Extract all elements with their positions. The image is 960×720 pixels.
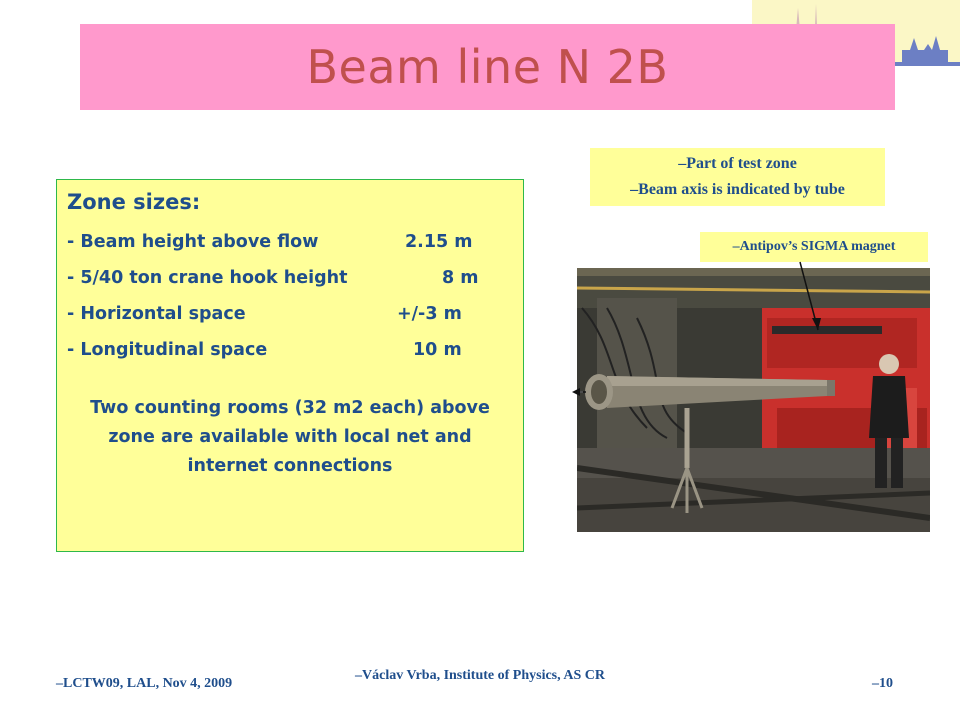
beam-axis-line: –Beam axis is indicated by tube — [630, 181, 845, 198]
slide-title: Beam line N 2B — [306, 40, 669, 94]
footer-author: –Václav Vrba, Institute of Physics, AS CR — [355, 668, 605, 683]
spec-value: 10 m — [413, 340, 462, 360]
magnet-callout: –Antipov’s SIGMA magnet — [700, 232, 928, 262]
spec-value: 2.15 m — [405, 232, 473, 252]
spec-label: - Horizontal space — [67, 304, 246, 324]
page-number: –10 — [872, 676, 893, 691]
counting-rooms-note: Two counting rooms (32 m2 each) above zone are available with local net and internet connections — [90, 398, 490, 476]
spec-label: - Longitudinal space — [67, 340, 268, 360]
test-zone-line: –Part of test zone — [678, 155, 797, 172]
spec-label: - 5/40 ton crane hook height — [67, 268, 348, 288]
spec-value: 8 m — [442, 268, 479, 288]
spec-label: - Beam height above flow — [67, 232, 319, 252]
footer-event: –LCTW09, LAL, Nov 4, 2009 — [56, 676, 233, 691]
zone-heading: Zone sizes: — [67, 190, 201, 214]
spec-value: +/-3 m — [397, 304, 462, 324]
